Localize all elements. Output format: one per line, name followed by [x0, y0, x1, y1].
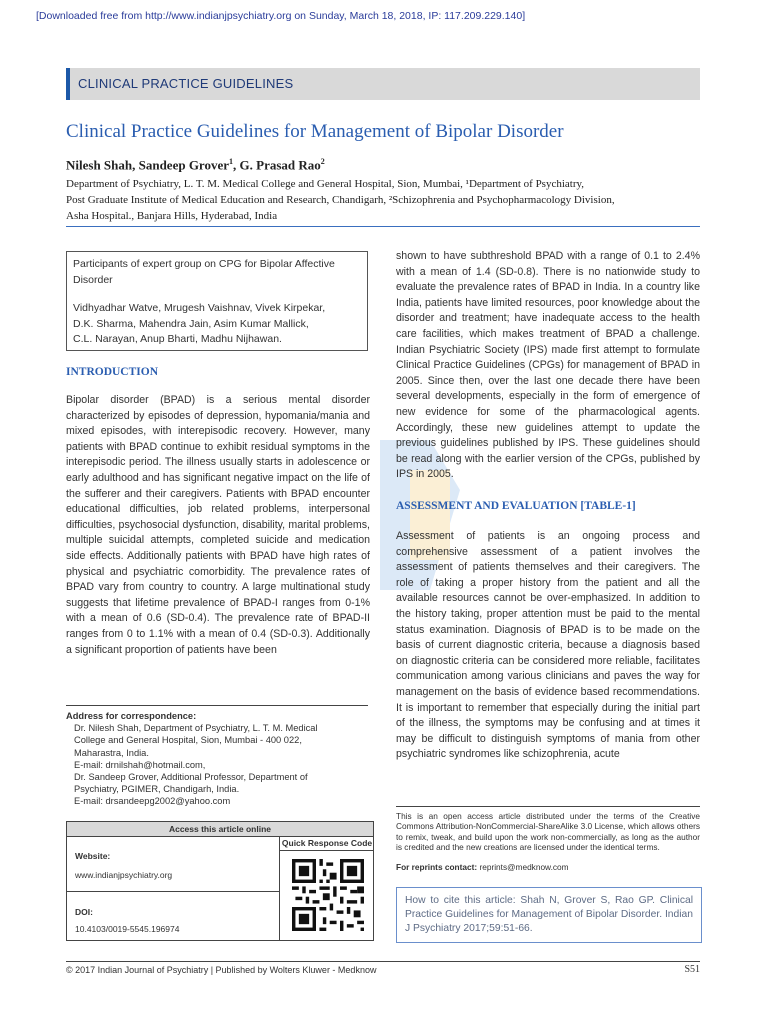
reprints-label: For reprints contact: — [396, 862, 478, 872]
correspondence-block — [66, 705, 368, 808]
article-title: Clinical Practice Guidelines for Management of Bipolar Disorder — [66, 121, 564, 142]
qr-code-icon[interactable] — [292, 859, 364, 931]
assessment-text: Assessment of patients is an ongoing process and comprehensive assessment of a patient involves the assessment of patients themselves and their caregivers. The role of taking a proper history from the patient and all the available resources cannot be over-emphasized. In addition to the history taking, proper attention must be paid to the mental status examination. Diagnosis of BPAD is to be made on the basis of current diagnostic criteria, because a diagnosis based on diagnostic criteria can be considered more reliable, facilitates communication among various clinicians and paves the way for management on the basis of evidence based recommendations. It is important to remember that especially during the initial part of the illness, the symptoms may be confusing and at times it may be difficult to distinguish symptoms of mania from other psychiatric syndromes like schizophrenia, acute — [396, 530, 700, 761]
qr-heading: Quick Response Code — [280, 837, 374, 851]
section-label: CLINICAL PRACTICE GUIDELINES — [78, 76, 294, 91]
section-banner-accent — [66, 68, 70, 100]
expert-names-line: Vidhyadhar Watve, Mrugesh Vaishnav, Vivek Kirpekar, — [73, 302, 326, 314]
expert-group-names — [73, 301, 361, 348]
footer-copyright: © 2017 Indian Journal of Psychiatry | Published by Wolters Kluwer - Medknow — [66, 965, 377, 975]
affiliation-line: Department of Psychiatry, L. T. M. Medical College and General Hospital, Sion, Mumbai, ¹Department of Psychiatry, — [66, 178, 585, 190]
author-sup-2: 2 — [320, 157, 325, 166]
qr-cell — [280, 837, 374, 941]
correspondence-line: Psychiatry, PGIMER, Chandigarh, India. — [74, 784, 240, 795]
doi-label: DOI: — [75, 907, 93, 917]
author-sup-1: 1 — [229, 157, 234, 166]
expert-names-line: C.L. Narayan, Anup Bharti, Madhu Nijhawan. — [73, 333, 282, 345]
introduction-heading: INTRODUCTION — [66, 366, 159, 378]
correspondence-line: Dr. Sandeep Grover, Additional Professor, Department of — [74, 772, 308, 783]
footer-divider — [66, 961, 700, 962]
affiliations — [66, 176, 706, 224]
expert-group-box — [66, 251, 368, 351]
author-names-2: , G. Prasad Rao — [233, 157, 321, 173]
correspondence-line: College and General Hospital, Sion, Mumbai - 400 022, — [74, 735, 302, 746]
correspondence-line: Maharastra, India. — [74, 747, 149, 758]
access-article-box — [66, 821, 374, 941]
author-names-1: Nilesh Shah, Sandeep Grover — [66, 157, 230, 173]
introduction-text: Bipolar disorder (BPAD) is a serious mental disorder characterized by episodes of depression, hypomania/mania and mixed episodes, with interepisodic recovery. However, many patients with BPAD continue to exhibit residual symptoms in the interepisodic period. The illness usually starts in adolescence or early adulthood and has significant negative impact on the life of the sufferer and their caregivers. Patients with BPAD encounter educational difficulties, job related problems, interpersonal difficulties, psychosocial dysfunction, disability, marital problems, multiple suicidal attempts, completed suicide and medication side effects. Additionally patients with BPAD have high rates of physical and psychiatric comorbidity. The prevalence rates of BPAD vary from country to country. A large multinational study suggests that lifetime prevalence of BPAD-I ranges from 0-1% with a mean of 0.6 (SD-0.4). The prevalence rate of BPAD-II ranges from 0 to 1.1% with a mean of 0.4 (SD-0.3). Additionally a significant proportion of patients have been — [66, 394, 370, 656]
access-heading: Access this article online — [67, 822, 373, 837]
correspondence-email[interactable]: E-mail: drnilshah@hotmail.com, — [74, 759, 206, 770]
reprints-contact — [396, 862, 569, 872]
affiliation-line: Asha Hospital., Banjara Hills, Hyderabad, India — [66, 210, 278, 222]
access-divider — [67, 891, 279, 892]
correspondence-line: Dr. Nilesh Shah, Department of Psychiatry, L. T. M. Medical — [74, 723, 318, 734]
citation-box: How to cite this article: Shah N, Grover S, Rao GP. Clinical Practice Guidelines for Management of Bipolar Disorder. Indian J Psychiatry 2017;59:51-66. — [396, 887, 702, 943]
website-label: Website: — [75, 851, 111, 861]
author-list — [66, 157, 325, 173]
download-notice[interactable]: [Downloaded free from http://www.indianjpsychiatry.org on Sunday, March 18, 2018, IP: 117.209.229.140] — [36, 10, 526, 22]
reprints-email[interactable]: reprints@medknow.com — [479, 862, 569, 872]
header-divider — [66, 226, 700, 227]
correspondence-heading: Address for correspondence: — [66, 711, 197, 721]
correspondence-email[interactable]: E-mail: drsandeepg2002@yahoo.com — [74, 796, 231, 807]
page-number: S51 — [684, 964, 700, 975]
right-intro-text: shown to have subthreshold BPAD with a range of 0.1 to 2.4% with a mean of 1.4 (SD-0.8). There is no nationwide study to evaluate the prevalence rates of BPAD in India. In a country like India, patients have limited resources, poor knowledge about the disorder and treatment; have inadequate access to the health care facilities, which makes treatment of BPAD a challenge. Indian Psychiatric Society (IPS) made first attempt to formulate Clinical Practice Guidelines (CPGs) for management of BPAD in 2005. Since then, over the last one decade there have been several developments, especially in the form of emergence of new evidence for some of the pharmacological agents. Accordingly, these new guidelines attempt to update the previous guidelines published by IPS. These guidelines should be read along with the earlier version of the CPGs, published by IPS in 2005. — [396, 250, 700, 481]
license-notice: This is an open access article distributed under the terms of the Creative Commons Attribution-NonCommercial-ShareAlike 3.0 License, which allows others to remix, tweak, and build upon the work non-commercially, as long as the author is credited and the new creations are licensed under the identical terms. — [396, 806, 700, 853]
section-banner — [66, 68, 700, 100]
expert-group-title: Participants of expert group on CPG for Bipolar Affective Disorder — [73, 258, 335, 286]
access-info — [67, 837, 280, 941]
website-link[interactable]: www.indianjpsychiatry.org — [75, 870, 173, 880]
doi-value[interactable]: 10.4103/0019-5545.196974 — [75, 924, 180, 934]
affiliation-line: Post Graduate Institute of Medical Education and Research, Chandigarh, ²Schizophrenia and Psychopharmacology Division, — [66, 194, 615, 206]
assessment-heading: ASSESSMENT AND EVALUATION [TABLE-1] — [396, 500, 636, 512]
expert-names-line: D.K. Sharma, Mahendra Jain, Asim Kumar Mallick, — [73, 317, 309, 330]
